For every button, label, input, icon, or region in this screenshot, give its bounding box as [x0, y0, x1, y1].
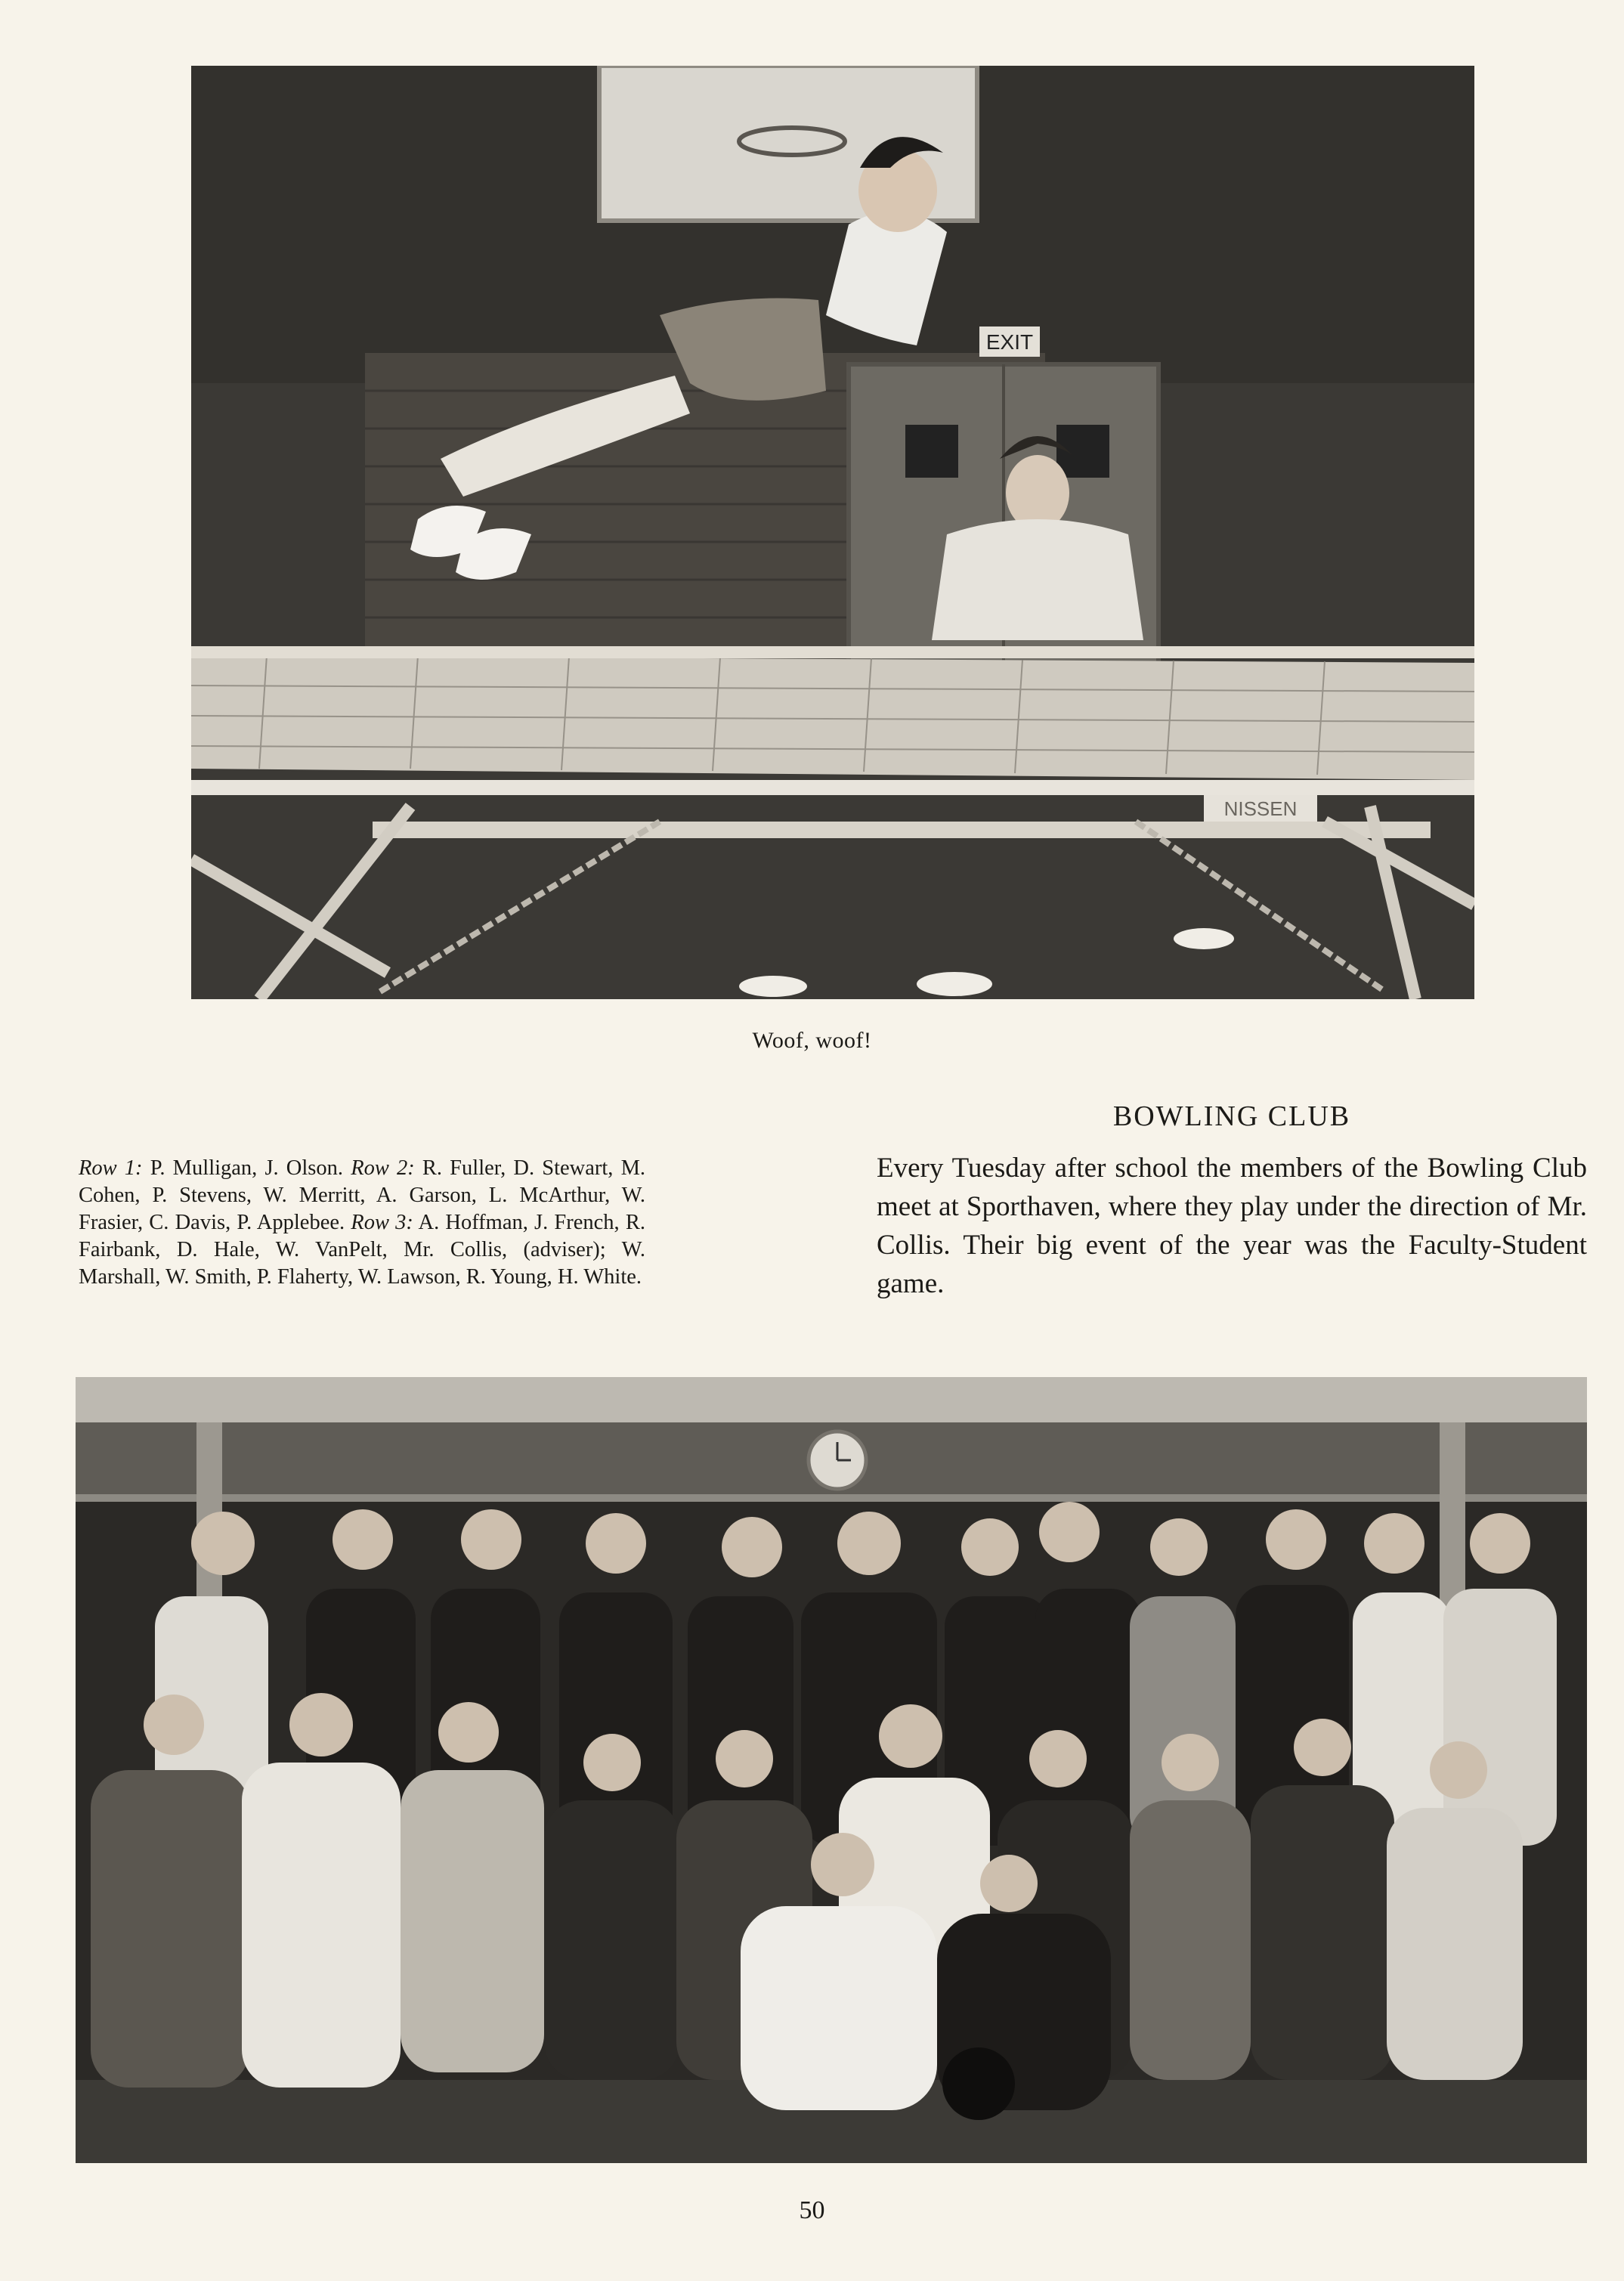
- trampoline-brand-label: NISSEN: [1223, 797, 1298, 820]
- row-1-label: Row 1:: [79, 1156, 143, 1180]
- photo-caption: Woof, woof!: [752, 1028, 872, 1053]
- row-2-names: R. Fuller, D. Stewart, M. Cohen, P. Stevens, W. Merritt, A. Garson, L. McArthur, W. Frasier, C. Davis, P. Applebee.: [79, 1156, 646, 1234]
- exit-sign-text: EXIT: [985, 330, 1034, 354]
- section-heading: BOWLING CLUB: [1112, 1100, 1351, 1132]
- roster-list: [79, 1155, 645, 1291]
- trampoline-photo: [191, 66, 1474, 999]
- row-1-names: P. Mulligan, J. Olson.: [150, 1156, 344, 1180]
- group-photo: [76, 1377, 1587, 2163]
- page-number: 50: [799, 2196, 825, 2224]
- row-3-label: Row 3:: [351, 1211, 413, 1234]
- row-2-label: Row 2:: [351, 1156, 415, 1180]
- row-3-names: A. Hoffman, J. French, R. Fairbank, D. Hale, W. VanPelt, Mr. Collis, (adviser); W. Marshall, W. Smith, P. Flaherty, W. Lawson, R. Young, H. White.: [79, 1211, 645, 1289]
- club-description: Every Tuesday after school the members of the Bowling Club meet at Sporthaven, where they play under the direction of Mr. Collis. Their big event of the year was the Faculty-Student game.: [877, 1153, 1587, 1299]
